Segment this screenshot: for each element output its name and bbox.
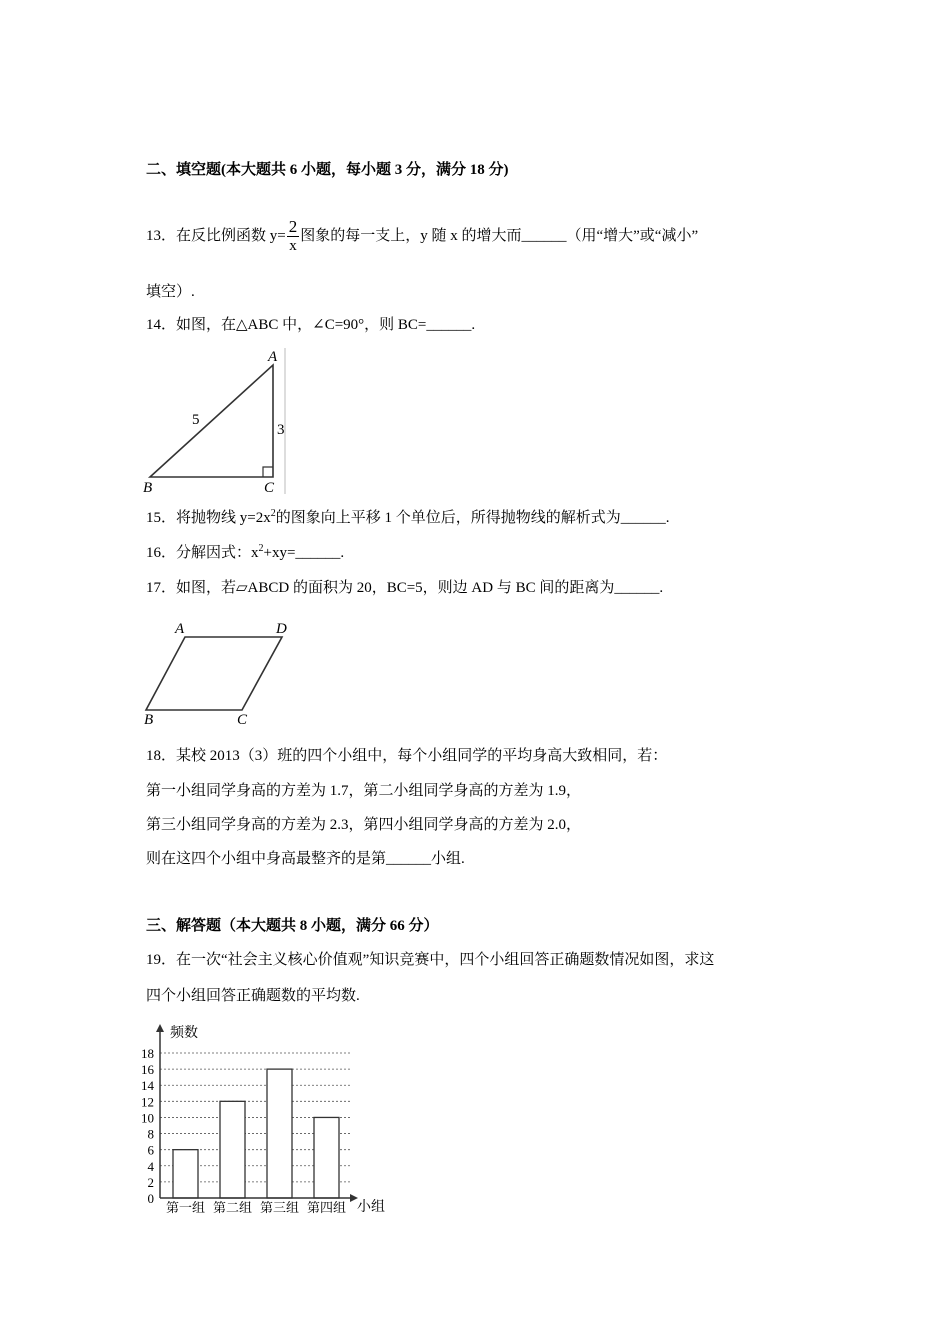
question-14: 14．如图，在△ABC 中，∠C=90°，则 BC=______.	[146, 317, 476, 333]
section-3-title: 三、解答题（本大题共 8 小题，满分 66 分）	[146, 918, 439, 934]
bar-4	[314, 1117, 339, 1198]
y-tick-label: 14	[141, 1078, 154, 1094]
q13-suffix: 图象的每一支上，y 随 x 的增大而______（用“增大”或“减小”	[300, 227, 699, 244]
vertex-d-label: D	[276, 621, 287, 637]
y-tick-labels	[141, 1046, 155, 1206]
q13-prefix: 13．在反比例函数 y=	[146, 227, 286, 244]
vertex-b-label: B	[144, 712, 154, 726]
q16-exponent: 2	[258, 543, 264, 554]
question-18-line2: 第一小组同学身高的方差为 1.7，第二小组同学身高的方差为 1.9，	[146, 783, 582, 799]
vertex-a-label: A	[268, 349, 278, 365]
side-ac-length-label: 3	[277, 422, 285, 438]
question-19-line2: 四个小组回答正确题数的平均数.	[146, 988, 360, 1004]
y-tick-label: 16	[141, 1062, 154, 1078]
y-tick-label: 10	[141, 1110, 154, 1126]
y-tick-label: 0	[147, 1191, 154, 1206]
question-18-line4: 则在这四个小组中身高最整齐的是第______小组.	[146, 851, 465, 867]
q16-after: +xy=______.	[263, 545, 345, 561]
x-tick-label: 第三组	[259, 1201, 300, 1216]
bar-chart	[140, 1020, 395, 1218]
q16-before: 16．分解因式：x	[146, 545, 259, 561]
hypotenuse-length-label: 5	[192, 412, 200, 428]
y-axis-label: 频数	[170, 1025, 198, 1041]
question-18-line3: 第三小组同学身高的方差为 2.3，第四小组同学身高的方差为 2.0，	[146, 817, 582, 833]
q15-exponent: 2	[270, 508, 276, 519]
q13-fraction	[287, 218, 300, 255]
x-tick-labels	[166, 1201, 346, 1216]
right-angle-mark	[263, 467, 273, 477]
y-tick-label: 8	[147, 1126, 154, 1142]
vertex-b-label: B	[143, 480, 153, 496]
q15-after: 的图象向上平移 1 个单位后，所得抛物线的解析式为______.	[275, 510, 670, 526]
bar-3	[267, 1069, 292, 1198]
x-axis-label: 小组	[357, 1199, 385, 1215]
y-tick-label: 4	[147, 1158, 154, 1174]
x-tick-label: 第四组	[306, 1201, 347, 1216]
q13-fraction-denominator: x	[289, 238, 297, 254]
vertex-a-label: A	[175, 621, 185, 637]
y-tick-label: 12	[141, 1094, 154, 1110]
q15-before: 15．将抛物线 y=2x	[146, 510, 271, 526]
y-axis-arrow-icon	[156, 1024, 164, 1032]
question-19-line1: 19．在一次“社会主义核心价值观”知识竞赛中，四个小组回答正确题数情况如图，求这	[146, 952, 715, 968]
triangle-abc	[150, 365, 273, 477]
parallelogram-figure	[140, 614, 300, 726]
triangle-figure	[140, 344, 290, 496]
vertex-c-label: C	[237, 712, 248, 726]
question-15	[146, 508, 669, 528]
section-2-title: 二、填空题(本大题共 6 小题，每小题 3 分，满分 18 分)	[146, 162, 509, 178]
y-tick-label: 2	[147, 1174, 154, 1190]
bar-1	[173, 1150, 198, 1198]
y-tick-label: 6	[147, 1142, 154, 1158]
x-tick-label: 第二组	[212, 1201, 253, 1216]
question-17: 17．如图，若▱ABCD 的面积为 20，BC=5，则边 AD 与 BC 间的距离为______.	[146, 580, 664, 596]
question-18-line1: 18．某校 2013（3）班的四个小组中，每个小组同学的平均身高大致相同，若：	[146, 748, 668, 764]
question-16	[146, 543, 344, 563]
x-tick-label: 第一组	[165, 1201, 206, 1216]
parallelogram-abcd	[146, 637, 282, 710]
vertex-c-label: C	[264, 480, 275, 496]
y-tick-label: 18	[141, 1046, 154, 1061]
q13-line2: 填空）.	[146, 284, 195, 300]
q13-fraction-numerator: 2	[288, 217, 298, 236]
question-13	[146, 218, 698, 255]
bar-2	[220, 1101, 245, 1198]
